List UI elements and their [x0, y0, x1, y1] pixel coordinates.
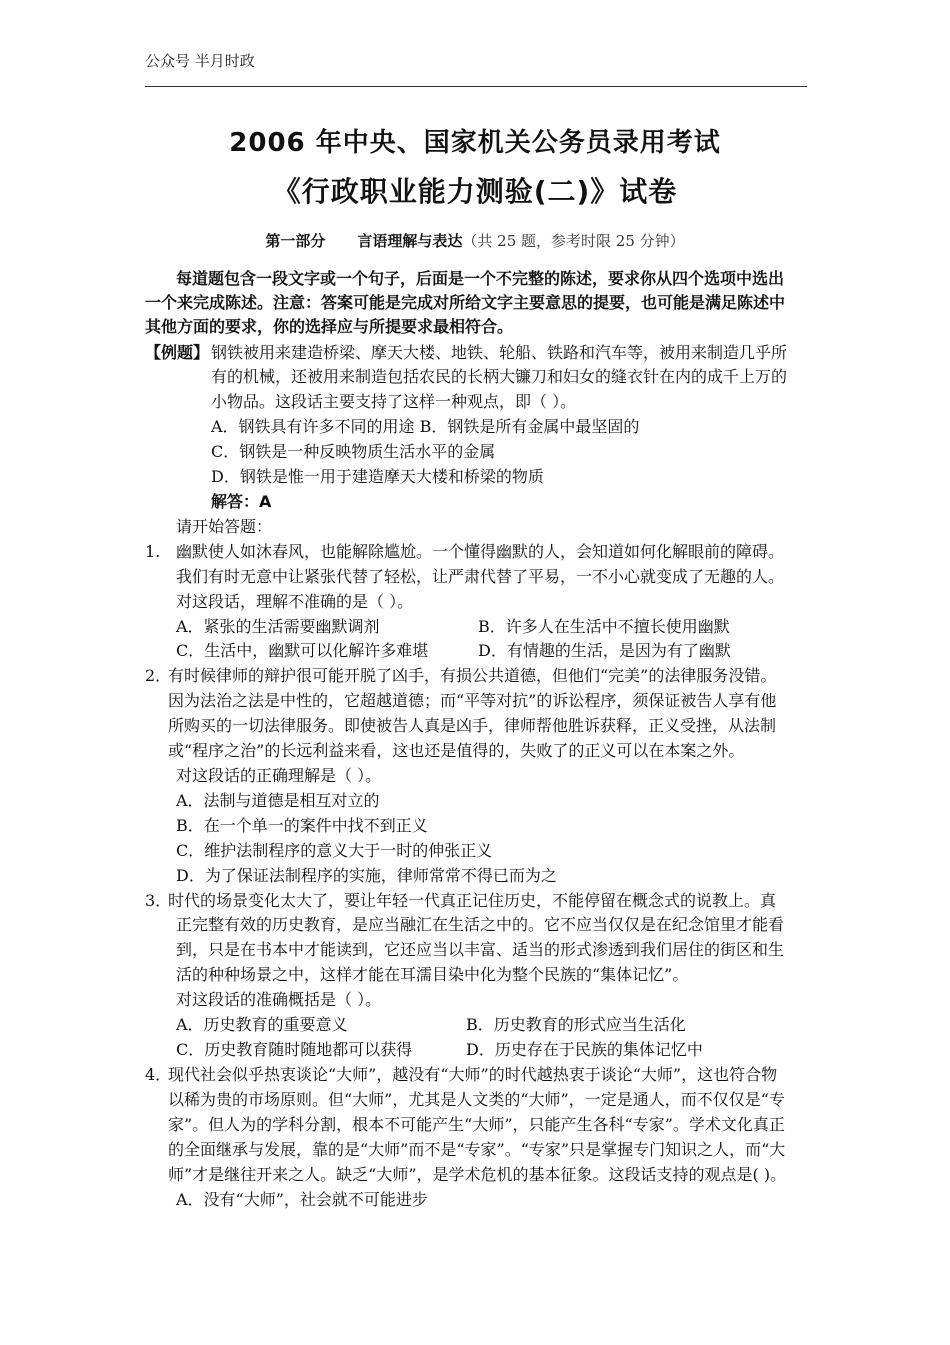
question-line: 时代的场景变化太大了，要让年轻一代真正记住历史，不能停留在概念式的说教上。真 — [168, 891, 777, 910]
question-line: 活的种种场景之中，这样才能在耳濡目染中化为整个民族的“集体记忆”。 — [176, 965, 689, 984]
question-line: 家”。但人为的学科分割，根本不可能产生“大师”，只能产生各科“专家”。学术文化真正 — [168, 1115, 785, 1134]
example-option-d: D．钢铁是惟一用于建造摩天大楼和桥梁的物质 — [211, 467, 544, 486]
question-number: 4． — [145, 1065, 172, 1084]
option-d: D．为了保证法制程序的实施，律师常常不得已而为之 — [176, 866, 557, 885]
option-d: D．有情趣的生活，是因为有了幽默 — [478, 641, 731, 660]
option-b: B．许多人在生活中不擅长使用幽默 — [478, 617, 730, 636]
instruction-line: 其他方面的要求，你的选择应与所提要求最相符合。 — [145, 317, 514, 336]
question-number: 1. — [145, 542, 161, 561]
option-a: A．没有“大师”，社会就不可能进步 — [176, 1190, 428, 1209]
page-header: 公众号 半月时政 — [145, 52, 255, 70]
option-b: B．在一个单一的案件中找不到正义 — [176, 816, 428, 835]
exam-subtitle: 《行政职业能力测验(二)》试卷 — [272, 175, 678, 208]
section-note: （共 25 题，参考时限 25 分钟） — [462, 232, 685, 250]
example-label: 【例题】 — [145, 343, 210, 362]
question-line: 到，只是在书本中才能读到，它还应当以丰富、适当的形式渗透到我们居住的街区和生 — [176, 940, 785, 959]
question-line: 有时候律师的辩护很可能开脱了凶手，有损公共道德，但他们“完美”的法律服务没错。 — [168, 666, 777, 685]
section-heading — [0, 230, 950, 251]
question-line: 幽默使人如沐春风，也能解除尴尬。一个懂得幽默的人，会知道如何化解眼前的障碍。 — [176, 542, 785, 561]
question-line: 以稀为贵的市场原则。但“大师”，尤其是人文类的“大师”，一定是通人，而不仅仅是“专 — [168, 1090, 785, 1109]
example-line: 小物品。这段话主要支持了这样一种观点，即（ ）。 — [211, 392, 577, 411]
example-line: 钢铁被用来建造桥梁、摩天大楼、地铁、轮船、铁路和汽车等，被用来制造几乎所 — [211, 343, 788, 362]
question-stem: 对这段话的正确理解是（ ）。 — [176, 766, 382, 785]
question-stem: 对这段话，理解不准确的是（ ）。 — [176, 592, 414, 611]
option-c: C．历史教育随时随地都可以获得 — [176, 1040, 413, 1059]
start-prompt: 请开始答题： — [176, 517, 273, 536]
question-line: 因为法治之法是中性的，它超越道德；而“平等对抗”的诉讼程序，须保证被告人享有他 — [168, 691, 777, 710]
option-a: A．紧张的生活需要幽默调剂 — [176, 617, 380, 636]
example-option-ab: A．钢铁具有许多不同的用途 B．钢铁是所有金属中最坚固的 — [211, 417, 640, 436]
section-name: 言语理解与表达 — [357, 232, 463, 250]
section-part: 第一部分 — [265, 232, 326, 250]
example-line: 有的机械，还被用来制造包括农民的长柄大镰刀和妇女的缝衣针在内的成千上万的 — [211, 367, 788, 386]
question-line: 现代社会似乎热衷谈论“大师”，越没有“大师”的时代越热衷于谈论“大师”，这也符合物 — [168, 1065, 778, 1084]
question-number: 3． — [145, 891, 172, 910]
question-line: 正完整有效的历史教育，是应当融汇在生活之中的。它不应当仅仅是在纪念馆里才能看 — [176, 915, 785, 934]
question-line: 或“程序之治”的长远利益来看，这也还是值得的，失败了的正义可以在本案之外。 — [168, 741, 745, 760]
question-line: 的全面继承与发展，靠的是“大师”而不是“专家”。“专家”只是掌握专门知识之人，而“大 — [168, 1140, 786, 1159]
question-line: 我们有时无意中让紧张代替了轻松，让严肃代替了平易，一不小心就变成了无趣的人。 — [176, 567, 785, 586]
instruction-line: 一个来完成陈述。注意：答案可能是完成对所给文字主要意思的提要，也可能是满足陈述中 — [145, 293, 786, 312]
option-a: A．历史教育的重要意义 — [176, 1015, 348, 1034]
option-c: C．生活中，幽默可以化解许多难堪 — [176, 641, 429, 660]
example-answer: 解答：A — [211, 492, 272, 511]
instruction-line: 每道题包含一段文字或一个句子，后面是一个不完整的陈述，要求你从四个选项中选出 — [176, 269, 785, 288]
question-number: 2． — [145, 666, 172, 685]
option-d: D．历史存在于民族的集体记忆中 — [466, 1040, 703, 1059]
example-option-c: C．钢铁是一种反映物质生活水平的金属 — [211, 442, 496, 461]
option-c: C．维护法制程序的意义大于一时的伸张正义 — [176, 841, 493, 860]
exam-title: 2006 年中央、国家机关公务员录用考试 — [229, 128, 721, 158]
question-line: 师”才是继往开来之人。缺乏“大师”，是学术危机的基本征象。这段话支持的观点是( )。 — [168, 1165, 787, 1184]
question-stem: 对这段话的准确概括是（ ）。 — [176, 990, 382, 1009]
option-b: B．历史教育的形式应当生活化 — [466, 1015, 686, 1034]
header-rule — [145, 86, 807, 87]
option-a: A．法制与道德是相互对立的 — [176, 791, 380, 810]
question-line: 所购买的一切法律服务。即使被告人真是凶手，律师帮他胜诉获释，正义受挫，从法制 — [168, 716, 777, 735]
